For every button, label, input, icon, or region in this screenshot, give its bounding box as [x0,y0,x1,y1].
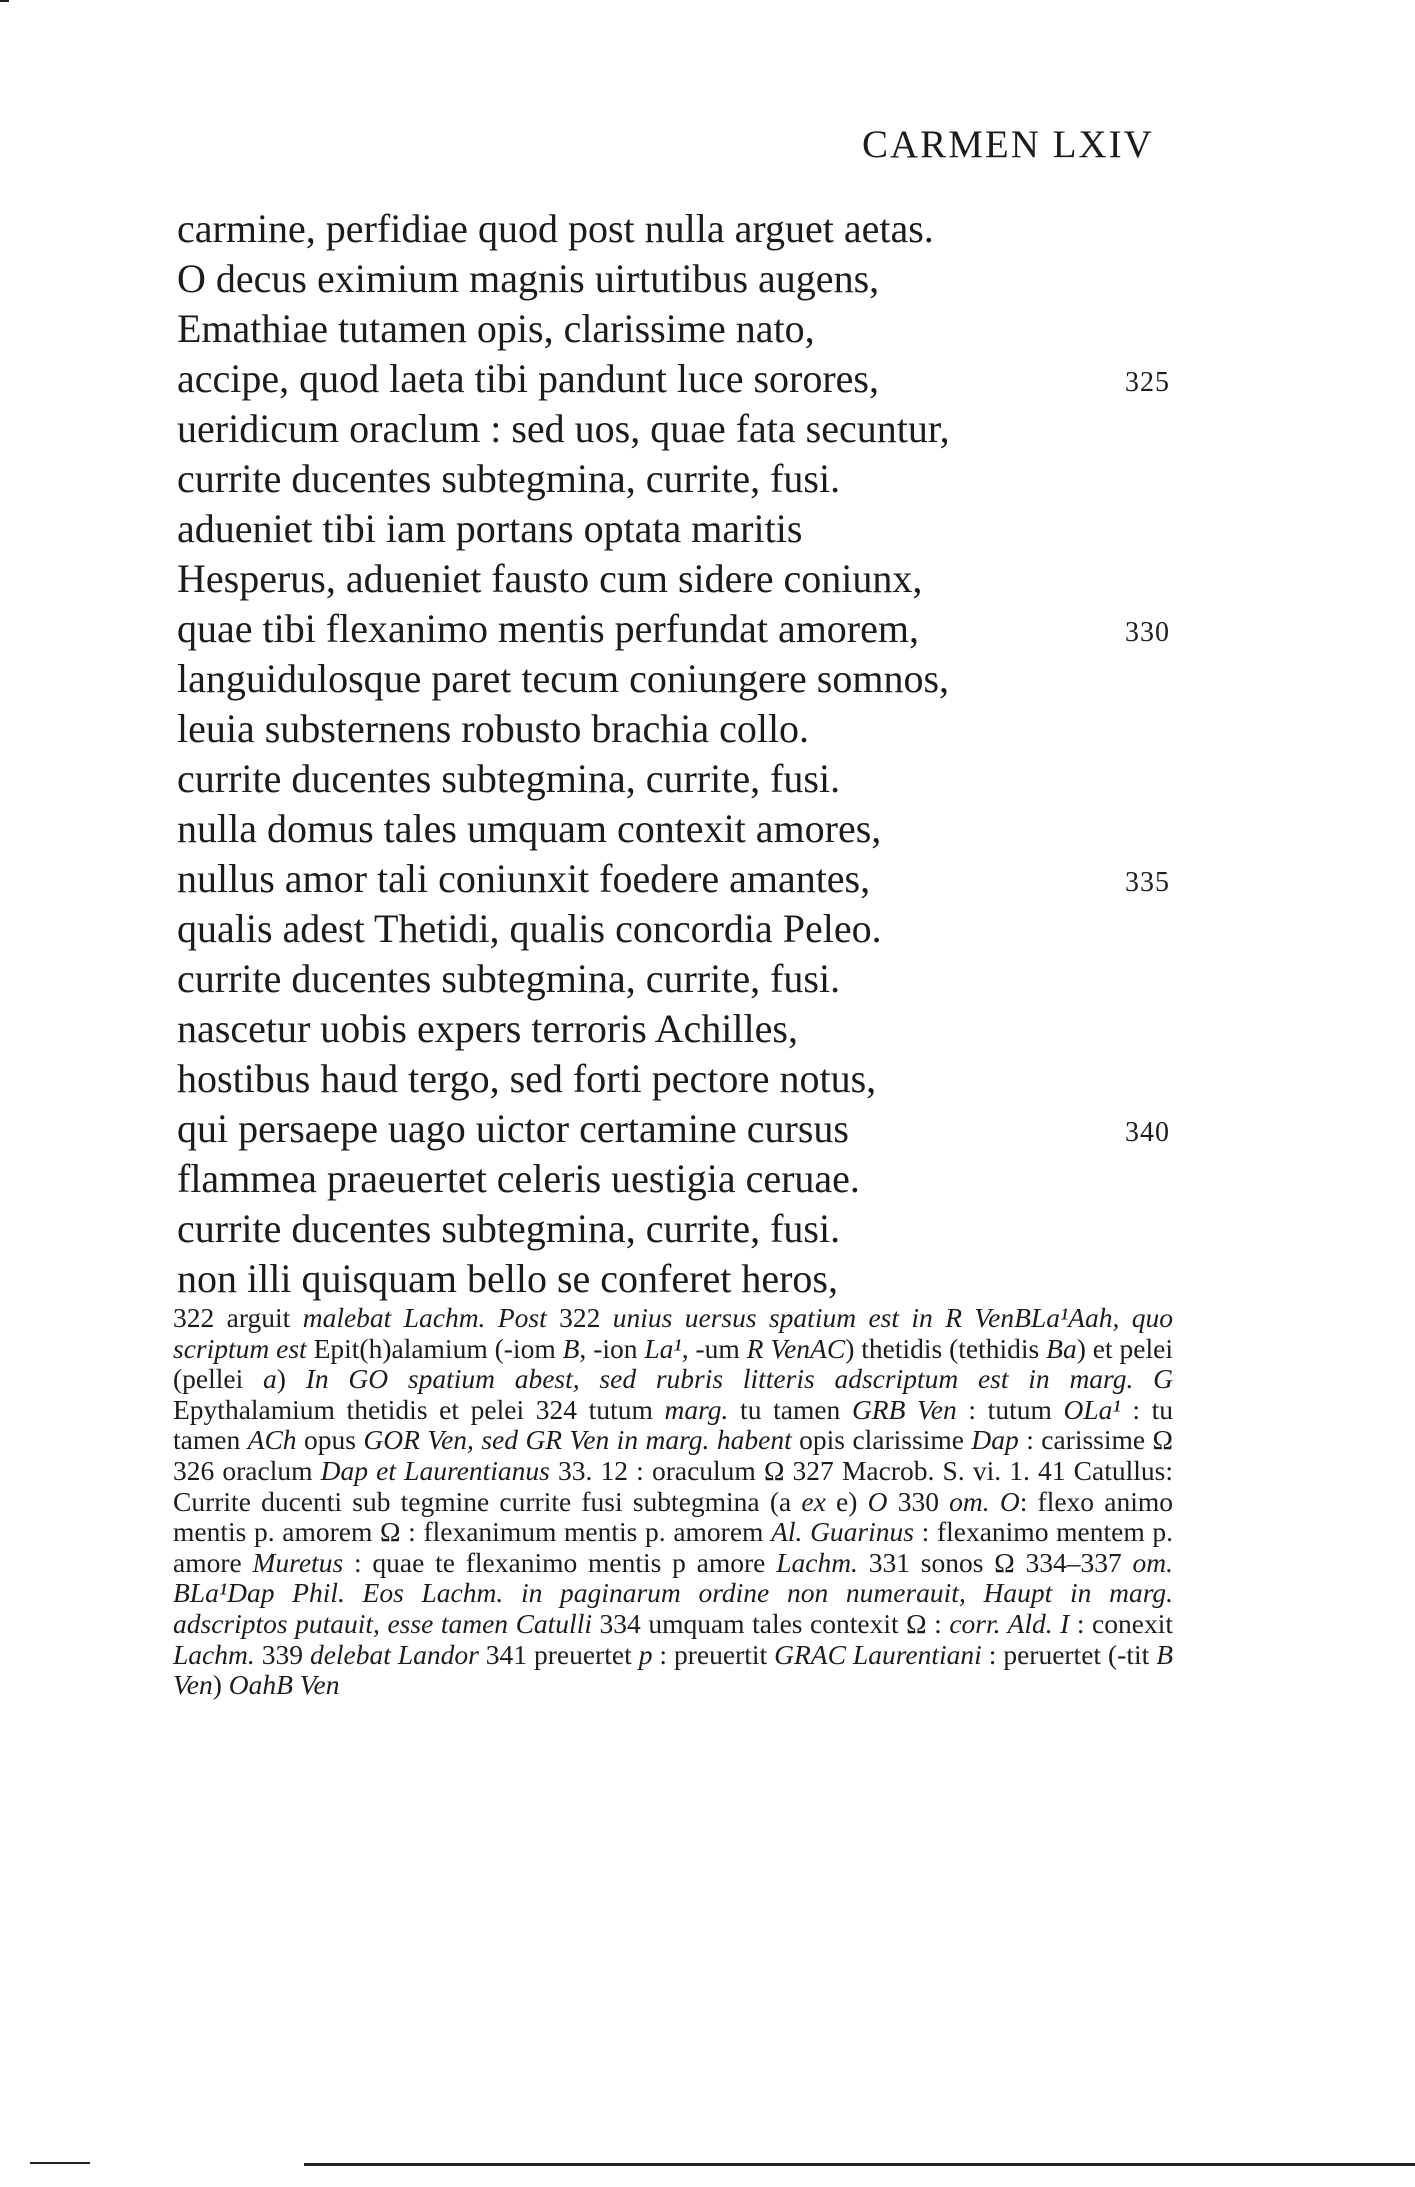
apparatus-italic: om. O [949,1485,1020,1517]
apparatus-italic: GOR Ven, sed GR Ven in marg. habent [363,1424,792,1456]
verse-text: carmine, perfidiae quod post nulla arguet aetas. [177,206,934,251]
apparatus-italic: GRB Ven [851,1393,957,1425]
apparatus-italic: O [867,1485,888,1517]
apparatus-italic: unius uersus spatium est in R VenBLa¹Aah, quo scriptum est [173,1302,1174,1364]
verse-line [177,1054,1177,1104]
apparatus-text: tu tamen [728,1393,852,1425]
apparatus-italic: B Ven [173,1638,1174,1701]
apparatus-italic: om. BLa¹Dap Phil. Eos Lachm. in paginarum ordine non numerauit, Haupt in marg. adscriptos putauit, esse tamen Catulli [173,1546,1173,1639]
verse-text: qui persaepe uago uictor certamine cursus [177,1106,849,1151]
apparatus-text: Epythalamium thetidis et pelei 324 tutum [173,1393,665,1425]
apparatus-text: : preuertit [652,1638,775,1670]
verse-text: Emathiae tutamen opis, clarissime nato, [177,306,815,351]
apparatus-text: e) [825,1485,868,1517]
verse-line [177,804,1177,854]
apparatus-italic: delebat Landor [309,1638,479,1670]
apparatus-text: ) [212,1669,229,1701]
verse-line [177,854,1177,904]
apparatus-italic: p [638,1638,653,1670]
verse-line [177,704,1177,754]
verse-text: nulla domus tales umquam contexit amores, [177,806,882,851]
verse-text: nullus amor tali coniunxit foedere amantes, [177,856,871,901]
apparatus-text: : flexo animo mentis p. amorem Ω : flexanimum mentis p. amorem [173,1485,1173,1548]
apparatus-italic: a [263,1363,277,1395]
verse-line [177,754,1177,804]
apparatus-italic: marg. [664,1393,729,1425]
verse-number: 325 [1125,367,1170,398]
verse-line [177,904,1177,954]
verse-line [177,204,1177,254]
critical-apparatus [173,1303,1173,1701]
apparatus-italic: corr. Ald. I [949,1607,1070,1639]
apparatus-text: 339 [254,1638,310,1670]
apparatus-text: opis clarissime [791,1424,972,1456]
verse-line [177,654,1177,704]
apparatus-text: opus [296,1424,364,1456]
apparatus-text: 331 sonos Ω 334–337 [857,1546,1133,1578]
verse-text: currite ducentes subtegmina, currite, fusi. [177,956,841,1001]
apparatus-text: : tu tamen [173,1393,1173,1456]
apparatus-text: : conexit [1069,1607,1173,1639]
verse-number: 335 [1125,867,1170,898]
verse-text: O decus eximium magnis uirtutibus augens, [177,256,880,301]
apparatus-italic: ex [801,1485,826,1517]
corner-tick-mark [0,0,9,2]
apparatus-text: Epit(h)alamium (-iom [306,1332,563,1364]
verse-block [177,204,1177,1304]
apparatus-italic: B [562,1332,580,1364]
verse-line [177,1104,1177,1154]
apparatus-text: , -um [681,1332,747,1364]
apparatus-text: ) et pelei (pellei [173,1332,1173,1395]
apparatus-italic: ACh [247,1424,297,1456]
apparatus-text: 322 arguit [173,1302,303,1333]
apparatus-italic: Ba [1046,1332,1077,1364]
verse-text: ueridicum oraclum : sed uos, quae fata secuntur, [177,406,950,451]
apparatus-text [485,1302,497,1333]
verse-text: currite ducentes subtegmina, currite, fusi. [177,1206,841,1251]
verse-line [177,554,1177,604]
verse-line [177,1254,1177,1304]
verse-text: leuia substernens robusto brachia collo. [177,706,810,751]
apparatus-text: 334 umquam tales contexit Ω : [591,1607,950,1639]
apparatus-italic: Lachm. [776,1546,858,1578]
verse-text: currite ducentes subtegmina, currite, fusi. [177,456,841,501]
apparatus-italic: Muretus [252,1546,344,1578]
apparatus-italic: Lachm. [173,1638,255,1670]
apparatus-italic: Al. Guarinus [771,1516,914,1548]
apparatus-text: : quae te flexanimo mentis p amore [343,1546,777,1578]
verse-number: 330 [1125,617,1170,648]
verse-line [177,354,1177,404]
apparatus-italic: Post [497,1302,547,1333]
verse-text: nascetur uobis expers terroris Achilles, [177,1006,798,1051]
verse-text: adueniet tibi iam portans optata maritis [177,506,803,551]
verse-text: quae tibi flexanimo mentis perfundat amorem, [177,606,919,651]
apparatus-text: : peruertet (-tit [981,1638,1157,1670]
apparatus-italic: Dap [971,1424,1019,1456]
verse-line [177,454,1177,504]
running-header: CARMEN LXIV [862,123,1154,166]
apparatus-text: : tutum [956,1393,1064,1425]
apparatus-italic: R VenAC [746,1332,846,1364]
apparatus-text: ) thetidis (tethidis [845,1332,1047,1364]
verse-text: qualis adest Thetidi, qualis concordia Peleo. [177,906,882,951]
apparatus-italic: In GO spatium abest, sed rubris litteris adscriptum est in marg. G [305,1363,1173,1395]
apparatus-text: 322 [546,1302,613,1333]
apparatus-text: , -ion [579,1332,645,1364]
apparatus-italic: GRAC Laurentiani [774,1638,982,1670]
apparatus-text: ) [276,1363,306,1395]
verse-text: flammea praeuertet celeris uestigia ceruae. [177,1156,860,1201]
apparatus-italic: Dap et Laurentianus [320,1454,550,1486]
verse-line [177,254,1177,304]
apparatus-text: : flexanimo mentem p. amore [173,1516,1173,1578]
verse-line [177,304,1177,354]
verse-line [177,1154,1177,1204]
verse-number: 340 [1125,1117,1170,1148]
verse-line [177,604,1177,654]
apparatus-italic: OahB Ven [228,1669,340,1701]
verse-line [177,404,1177,454]
verse-text: hostibus haud tergo, sed forti pectore notus, [177,1056,877,1101]
verse-line [177,1004,1177,1054]
apparatus-italic: La¹ [644,1332,682,1364]
verse-line [177,504,1177,554]
verse-text: Hesperus, adueniet fausto cum sidere coniunx, [177,556,923,601]
footer-rule-right [304,2163,1415,2166]
apparatus-text: : carissime Ω 326 oraclum [173,1424,1173,1486]
apparatus-text: 33. 12 : oraculum Ω 327 Macrob. S. vi. 1. 41 Catullus: Currite ducenti sub tegmine currite fusi subtegmina (a [173,1454,1173,1517]
footer-rule-left [30,2162,90,2164]
apparatus-italic: malebat Lachm. [302,1302,486,1333]
verse-text: accipe, quod laeta tibi pandunt luce sorores, [177,356,879,401]
verse-line [177,954,1177,1004]
verse-text: non illi quisquam bello se conferet heros, [177,1256,838,1301]
apparatus-text: 330 [887,1485,950,1517]
apparatus-text: 341 preuertet [478,1638,639,1670]
verse-line [177,1204,1177,1254]
verse-text: languidulosque paret tecum coniungere somnos, [177,656,950,701]
verse-text: currite ducentes subtegmina, currite, fusi. [177,756,841,801]
apparatus-italic: OLa¹ [1063,1393,1121,1425]
